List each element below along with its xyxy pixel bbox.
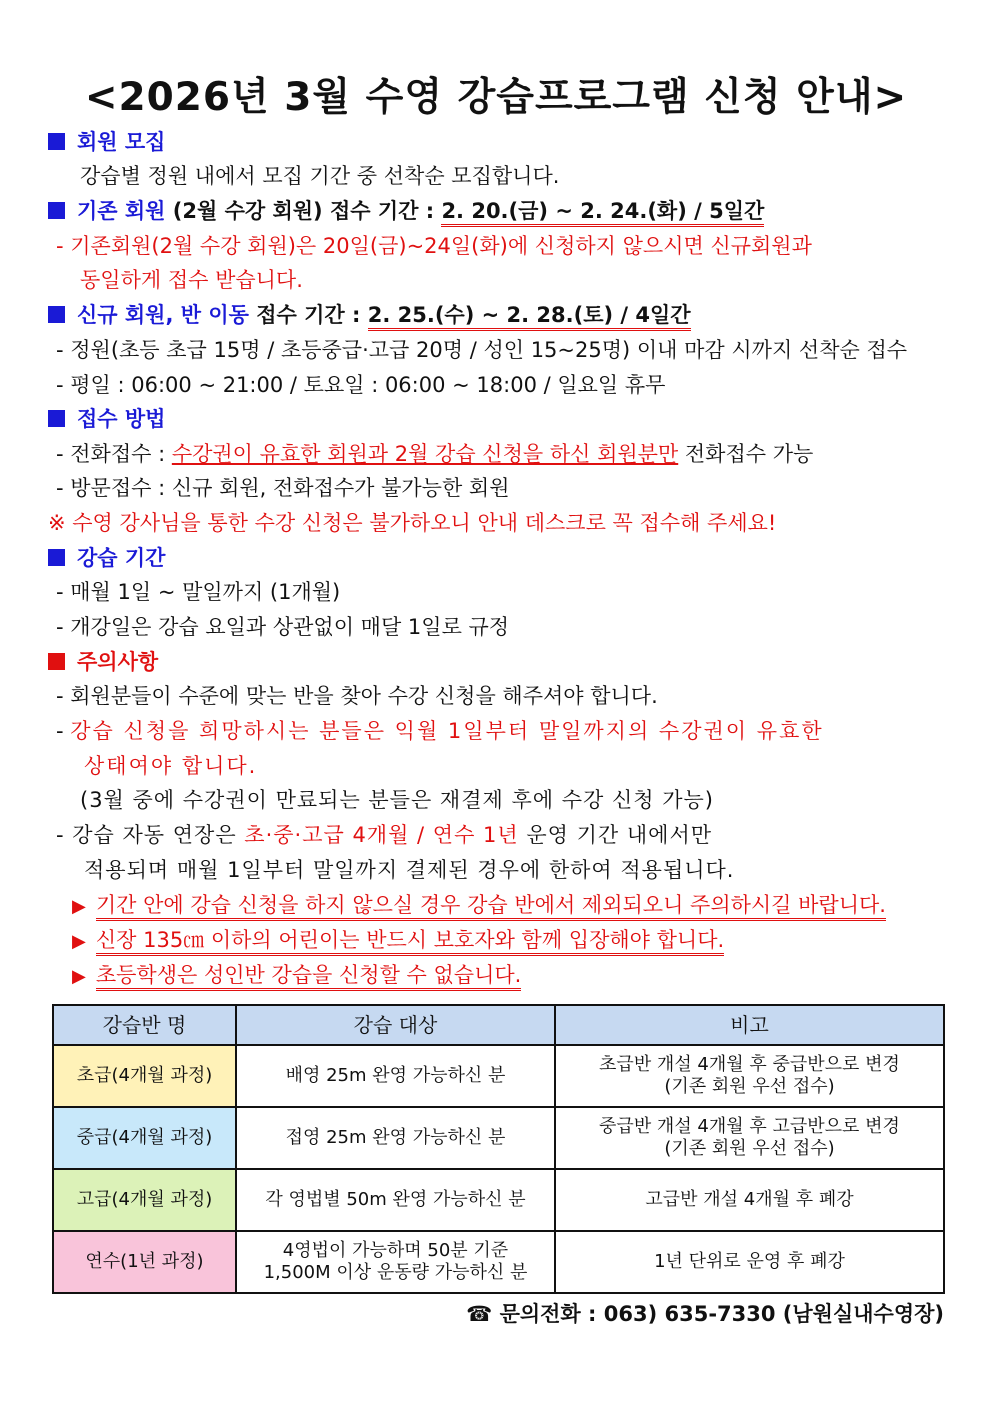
target	[236, 1231, 555, 1293]
header-class: 강습반 명	[53, 1005, 236, 1045]
heading: 신규 회원, 반 이동	[77, 303, 249, 327]
class-name: 고급(4개월 과정)	[53, 1169, 236, 1231]
text	[56, 716, 824, 746]
table-row	[53, 1231, 944, 1293]
text: 전화접수 가능	[678, 442, 814, 466]
target: 각 영법별 50m 완영 가능하신 분	[236, 1169, 555, 1231]
text: 적용되며 매월 1일부터 말일까지 결제된 경우에 한하여 적용됩니다.	[84, 858, 735, 882]
class-name: 중급(4개월 과정)	[53, 1107, 236, 1169]
text: 기간 안에 강습 신청을 하지 않으실 경우 강습 반에서 제외되오니 주의하시길 바랍니다.	[96, 893, 886, 921]
note: 고급반 개설 4개월 후 폐강	[555, 1169, 944, 1231]
text: - 강습 자동 연장은	[56, 823, 245, 847]
text: (2월 수강 회원) 접수 기간 :	[165, 199, 442, 223]
section-method	[48, 404, 165, 434]
text: 수강권이 유효한 회원과 2월 강습 신청을 하신 회원분만	[171, 442, 679, 466]
text: - 평일 : 06:00 ~ 21:00 / 토요일 : 06:00 ~ 18:00 / 일요일 휴무	[56, 373, 666, 397]
text: 동일하게 접수 받습니다.	[80, 268, 303, 292]
table-row	[53, 1107, 944, 1169]
section-recruit	[48, 127, 165, 157]
heading: 접수 방법	[77, 407, 166, 431]
square-bullet-icon	[48, 306, 65, 323]
header-target: 강습 대상	[236, 1005, 555, 1045]
period: 2. 20.(금) ~ 2. 24.(화) / 5일간	[441, 199, 764, 227]
table-row	[53, 1045, 944, 1107]
note	[555, 1045, 944, 1107]
target-line: 4영법이 가능하며 50분 기준	[282, 1240, 509, 1261]
triangle-bullet-icon: ▶	[72, 966, 86, 987]
text: 초등학생은 성인반 강습을 신청할 수 없습니다.	[96, 963, 521, 991]
text: 접수 기간 :	[248, 303, 368, 327]
text: -	[56, 719, 71, 743]
triangle-bullet-icon: ▶	[72, 896, 86, 917]
text: - 개강일은 강습 요일과 상관없이 매달 1일로 규정	[56, 615, 510, 639]
page-title: <2026년 3월 수영 강습프로그램 신청 안내>	[84, 75, 908, 120]
triangle-bullet-icon: ▶	[72, 931, 86, 952]
text: 강습 신청을 희망하시는 분들은 익월 1일부터 말일까지의 수강권이 유효한	[70, 719, 824, 743]
heading: 강습 기간	[77, 546, 166, 570]
class-table	[52, 1004, 945, 1294]
section-new	[48, 300, 691, 330]
section-period	[48, 543, 165, 573]
square-bullet-icon	[48, 202, 65, 219]
note-line: (기존 회원 우선 접수)	[664, 1076, 835, 1097]
heading: 기존 회원	[77, 199, 166, 223]
text: 신장 135㎝ 이하의 어린이는 반드시 보호자와 함께 입장해야 합니다.	[96, 928, 724, 956]
square-bullet-icon	[48, 653, 65, 670]
section-existing	[48, 196, 764, 226]
note: 1년 단위로 운영 후 폐강	[555, 1231, 944, 1293]
text: 상태여야 합니다.	[84, 754, 258, 778]
text: 초·중·고급 4개월 / 연수 1년	[244, 823, 519, 847]
heading: 회원 모집	[77, 130, 166, 154]
target: 접영 25m 완영 가능하신 분	[236, 1107, 555, 1169]
note-line: 중급반 개설 4개월 후 고급반으로 변경	[599, 1116, 900, 1137]
class-name: 초급(4개월 과정)	[53, 1045, 236, 1107]
target: 배영 25m 완영 가능하신 분	[236, 1045, 555, 1107]
table-row	[53, 1169, 944, 1231]
class-name: 연수(1년 과정)	[53, 1231, 236, 1293]
text: 운영 기간 내에서만	[518, 823, 713, 847]
target-line: 1,500M 이상 운동량 가능하신 분	[263, 1262, 528, 1283]
bullet-note	[72, 890, 886, 920]
heading: 주의사항	[77, 650, 159, 674]
period: 2. 25.(수) ~ 2. 28.(토) / 4일간	[368, 303, 691, 331]
text	[56, 820, 712, 850]
note-line: (기존 회원 우선 접수)	[664, 1138, 835, 1159]
square-bullet-icon	[48, 549, 65, 566]
text: - 기존회원(2월 수강 회원)은 20일(금)~24일(화)에 신청하지 않으시면 신규회원과	[56, 234, 812, 258]
text: - 매월 1일 ~ 말일까지 (1개월)	[56, 580, 341, 604]
bullet-note	[72, 960, 521, 990]
contact-phone: ☎ 문의전화 : 063) 635-7330 (남원실내수영장)	[466, 1302, 944, 1326]
text: (3월 중에 수강권이 만료되는 분들은 재결제 후에 수강 신청 가능)	[80, 788, 714, 812]
section-caution	[48, 647, 158, 677]
bullet-note	[72, 925, 724, 955]
warning: ※ 수영 강사님을 통한 수강 신청은 불가하오니 안내 데스크로 꼭 접수해 주세요!	[48, 511, 777, 535]
text: - 전화접수 :	[56, 442, 172, 466]
text: - 회원분들이 수준에 맞는 반을 찾아 수강 신청을 해주셔야 합니다.	[56, 684, 658, 708]
text: 강습별 정원 내에서 모집 기간 중 선착순 모집합니다.	[80, 164, 560, 188]
text: - 정원(초등 초급 15명 / 초등중급·고급 20명 / 성인 15~25명) 이내 마감 시까지 선착순 접수	[56, 338, 908, 362]
header-note: 비고	[555, 1005, 944, 1045]
note	[555, 1107, 944, 1169]
text	[56, 439, 813, 469]
note-line: 초급반 개설 4개월 후 중급반으로 변경	[599, 1054, 900, 1075]
square-bullet-icon	[48, 133, 65, 150]
text: - 방문접수 : 신규 회원, 전화접수가 불가능한 회원	[56, 476, 510, 500]
square-bullet-icon	[48, 410, 65, 427]
